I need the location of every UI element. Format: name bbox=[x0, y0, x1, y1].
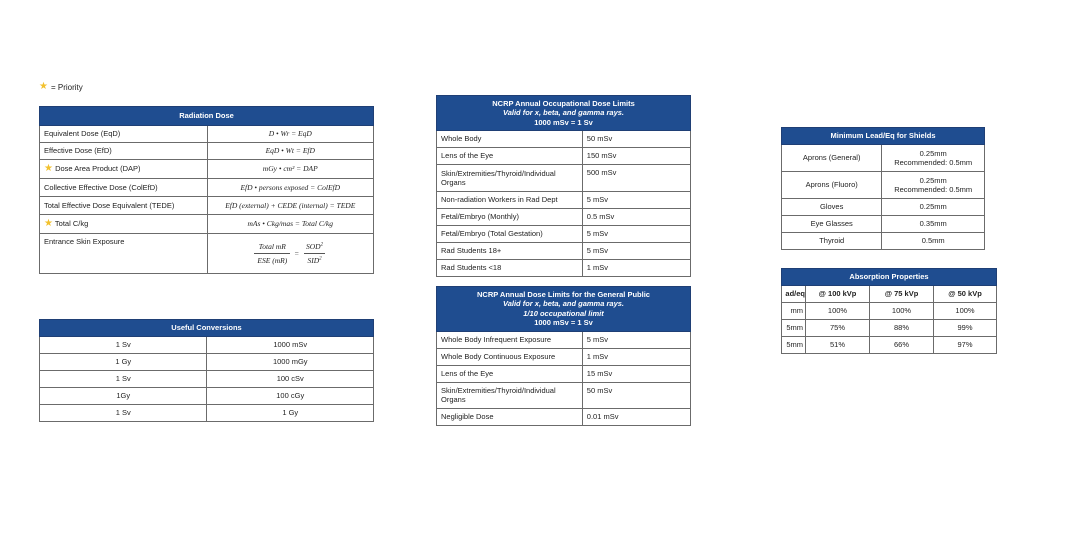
limit-value: 1 mSv bbox=[582, 260, 690, 277]
fraction-denominator: ESE (mR) bbox=[254, 253, 290, 265]
dose-formula: mGy • cm² = DAP bbox=[207, 160, 374, 179]
dose-label: Effective Dose (EfD) bbox=[40, 143, 208, 160]
shield-item: Aprons (Fluoro) bbox=[782, 172, 882, 199]
dose-label: Equivalent Dose (EqD) bbox=[40, 126, 208, 143]
limit-value: 5 mSv bbox=[582, 192, 690, 209]
ncrp-occupational-subtitle: Valid for x, beta, and gamma rays. bbox=[502, 108, 624, 118]
limit-label: Whole Body bbox=[437, 131, 583, 148]
star-icon: ★ bbox=[44, 163, 53, 174]
limit-value: 5 mSv bbox=[582, 226, 690, 243]
absorption-col-header: @ 100 kVp bbox=[806, 286, 870, 303]
dose-label-cell bbox=[40, 215, 208, 234]
ncrp-occupational-title: NCRP Annual Occupational Dose Limits bbox=[492, 99, 635, 108]
absorption-value: 100% bbox=[870, 303, 934, 320]
limit-value: 1 mSv bbox=[582, 348, 690, 365]
dose-label: Total C/kg bbox=[54, 219, 89, 228]
conversion-to: 100 cGy bbox=[207, 388, 374, 405]
absorption-title: Absorption Properties bbox=[782, 269, 997, 286]
absorption-thickness: mm bbox=[782, 303, 806, 320]
fraction-left bbox=[254, 242, 290, 265]
shield-item: Thyroid bbox=[782, 233, 882, 250]
dose-formula: D • Wr = EqD bbox=[207, 126, 374, 143]
shield-value: 0.25mm bbox=[882, 199, 985, 216]
dose-label: Collective Effective Dose (ColEfD) bbox=[40, 179, 208, 197]
absorption-value: 99% bbox=[934, 320, 997, 337]
absorption-col-header: ad/eq bbox=[782, 286, 806, 303]
shield-item: Gloves bbox=[782, 199, 882, 216]
fraction-right bbox=[303, 242, 326, 265]
conversion-from: 1 Gy bbox=[40, 354, 207, 371]
shield-value: 0.35mm bbox=[882, 216, 985, 233]
limit-label: Rad Students <18 bbox=[437, 260, 583, 277]
ncrp-public-header bbox=[437, 287, 691, 332]
min-lead-title: Minimum Lead/Eq for Shields bbox=[782, 128, 985, 145]
limit-label: Lens of the Eye bbox=[437, 148, 583, 165]
dose-label-cell bbox=[40, 160, 208, 179]
radiation-dose-table bbox=[39, 106, 374, 274]
fraction-numerator-cell bbox=[303, 242, 326, 252]
absorption-value: 100% bbox=[934, 303, 997, 320]
star-icon: ★ bbox=[39, 81, 48, 92]
star-icon: ★ bbox=[44, 218, 53, 229]
limit-value: 50 mSv bbox=[582, 382, 690, 408]
conversion-from: 1 Sv bbox=[40, 405, 207, 422]
limit-label: Fetal/Embryo (Monthly) bbox=[437, 209, 583, 226]
conversion-to: 1000 mSv bbox=[207, 337, 374, 354]
absorption-thickness: 5mm bbox=[782, 337, 806, 354]
shield-item: Eye Glasses bbox=[782, 216, 882, 233]
fraction-denominator-cell bbox=[304, 253, 324, 265]
shield-value: 0.5mm bbox=[882, 233, 985, 250]
limit-label: Non-radiation Workers in Rad Dept bbox=[437, 192, 583, 209]
useful-conversions-table bbox=[39, 319, 374, 422]
ese-formula bbox=[207, 234, 374, 274]
ncrp-public-equiv: 1000 mSv = 1 Sv bbox=[534, 318, 593, 328]
conversion-to: 100 cSv bbox=[207, 371, 374, 388]
conversion-from: 1 Sv bbox=[40, 371, 207, 388]
shield-value-cell bbox=[882, 145, 985, 172]
ncrp-public-subtitle2: 1/10 occupational limit bbox=[523, 308, 604, 318]
ncrp-occupational-table bbox=[436, 95, 691, 277]
absorption-value: 66% bbox=[870, 337, 934, 354]
exponent: 2 bbox=[320, 242, 324, 248]
ncrp-public-title: NCRP Annual Dose Limits for the General Public bbox=[477, 290, 650, 299]
absorption-col-header: @ 75 kVp bbox=[870, 286, 934, 303]
ncrp-occupational-equiv: 1000 mSv = 1 Sv bbox=[534, 117, 593, 127]
limit-value: 15 mSv bbox=[582, 365, 690, 382]
limit-value: 50 mSv bbox=[582, 131, 690, 148]
equals-sign: = bbox=[294, 248, 300, 258]
absorption-value: 88% bbox=[870, 320, 934, 337]
limit-value: 5 mSv bbox=[582, 243, 690, 260]
absorption-value: 97% bbox=[934, 337, 997, 354]
dose-formula: EqD • Wt = EfD bbox=[207, 143, 374, 160]
limit-label: Whole Body Continuous Exposure bbox=[437, 348, 583, 365]
absorption-value: 75% bbox=[806, 320, 870, 337]
min-lead-table bbox=[781, 127, 985, 250]
limit-value: 5 mSv bbox=[582, 331, 690, 348]
radiation-dose-title: Radiation Dose bbox=[40, 107, 374, 126]
dose-formula: EfD (external) + CEDE (internal) = TEDE bbox=[207, 197, 374, 215]
shield-value-cell bbox=[882, 172, 985, 199]
ncrp-public-table bbox=[436, 286, 691, 426]
legend-text: = Priority bbox=[50, 82, 83, 92]
conversion-from: 1 Sv bbox=[40, 337, 207, 354]
limit-label: Whole Body Infrequent Exposure bbox=[437, 331, 583, 348]
limit-value: 500 mSv bbox=[582, 165, 690, 192]
absorption-col-header: @ 50 kVp bbox=[934, 286, 997, 303]
dose-formula: mAs • Ckg/mas = Total C/kg bbox=[207, 215, 374, 234]
absorption-value: 100% bbox=[806, 303, 870, 320]
limit-label: Fetal/Embryo (Total Gestation) bbox=[437, 226, 583, 243]
ncrp-occupational-header bbox=[437, 96, 691, 131]
conversions-title: Useful Conversions bbox=[40, 320, 374, 337]
limit-label: Rad Students 18+ bbox=[437, 243, 583, 260]
shield-recommended: Recommended: 0.5mm bbox=[894, 185, 973, 194]
dose-label: Total Effective Dose Equivalent (TEDE) bbox=[40, 197, 208, 215]
dose-label: Entrance Skin Exposure bbox=[40, 234, 208, 274]
absorption-table bbox=[781, 268, 997, 354]
ncrp-public-subtitle: Valid for x, beta, and gamma rays. bbox=[502, 299, 624, 309]
shield-value: 0.25mm bbox=[919, 148, 947, 158]
shield-item: Aprons (General) bbox=[782, 145, 882, 172]
fraction-denominator: SID bbox=[307, 255, 320, 265]
conversion-to: 1 Gy bbox=[207, 405, 374, 422]
limit-label: Negligible Dose bbox=[437, 408, 583, 425]
priority-legend bbox=[39, 82, 83, 92]
limit-label: Lens of the Eye bbox=[437, 365, 583, 382]
dose-label: Dose Area Product (DAP) bbox=[55, 164, 141, 173]
dose-formula: EfD • persons exposed = ColEfD bbox=[207, 179, 374, 197]
shield-recommended: Recommended: 0.5mm bbox=[894, 158, 973, 167]
exponent: 2 bbox=[319, 256, 322, 261]
limit-value: 150 mSv bbox=[582, 148, 690, 165]
limit-label: Skin/Extremities/Thyroid/Individual Organs bbox=[437, 165, 583, 192]
limit-label: Skin/Extremities/Thyroid/Individual Organs bbox=[437, 382, 583, 408]
absorption-thickness: 5mm bbox=[782, 320, 806, 337]
conversion-to: 1000 mGy bbox=[207, 354, 374, 371]
fraction-numerator: Total mR bbox=[258, 242, 286, 252]
absorption-value: 51% bbox=[806, 337, 870, 354]
conversion-from: 1Gy bbox=[40, 388, 207, 405]
limit-value: 0.5 mSv bbox=[582, 209, 690, 226]
limit-value: 0.01 mSv bbox=[582, 408, 690, 425]
fraction-numerator: SOD bbox=[306, 242, 321, 252]
shield-value: 0.25mm bbox=[919, 175, 947, 185]
